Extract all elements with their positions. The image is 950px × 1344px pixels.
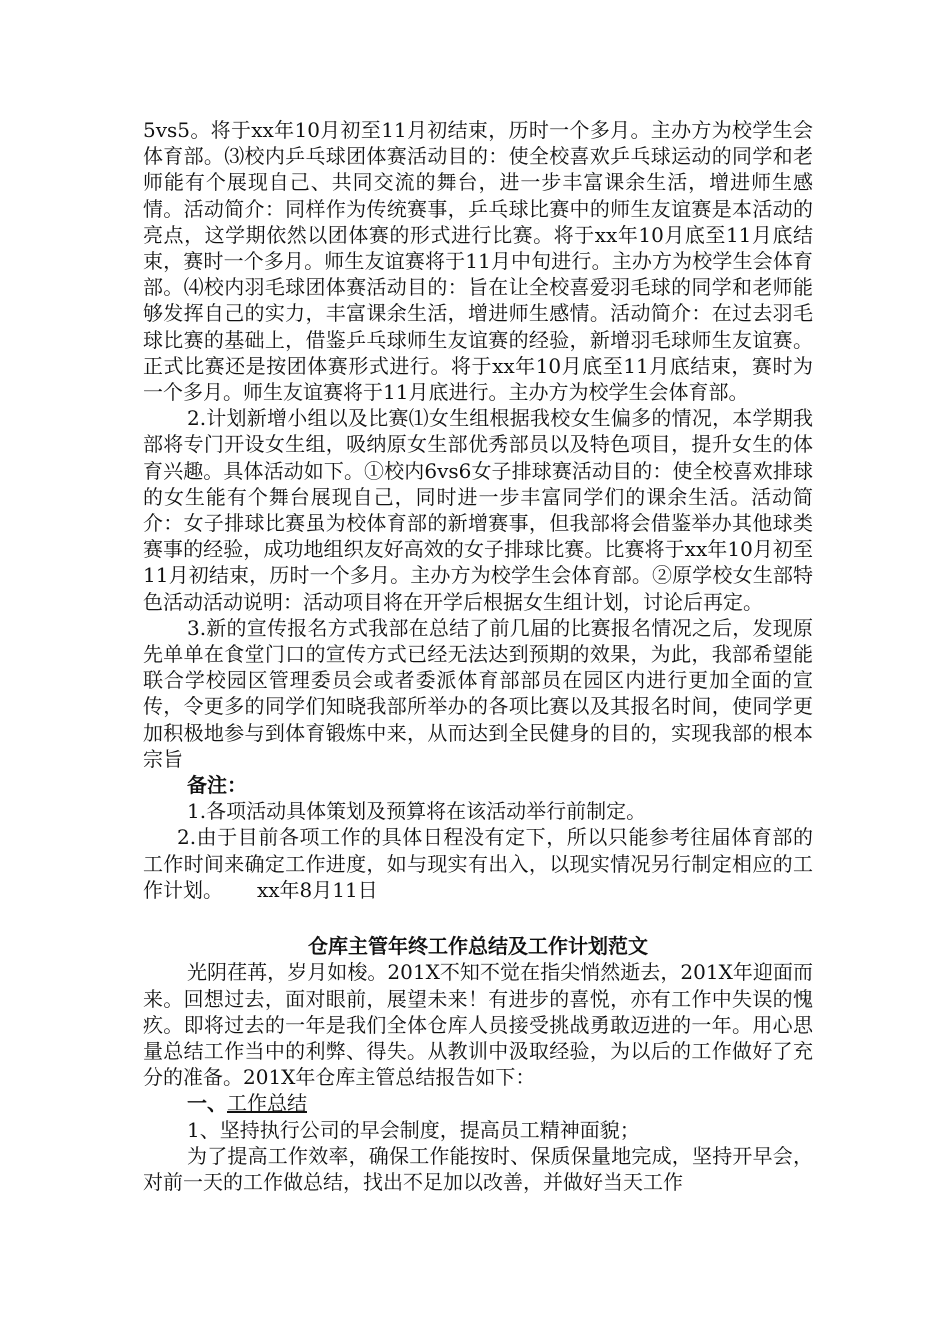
remark-item-1: 1.各项活动具体策划及预算将在该活动举行前制定。	[187, 799, 647, 824]
remark-item-2	[143, 824, 813, 903]
document-date: xx年8月11日	[257, 877, 378, 902]
article-title: 仓库主管年终工作总结及工作计划范文	[308, 934, 648, 959]
paragraph-intro: 光阴荏苒，岁月如梭。201X不知不觉在指尖悄然逝去，201X年迎面而来。回想过去，面对眼前，展望未来！有进步的喜悦，亦有工作中失误的愧疚。即将过去的一年是我们全体仓库人员接受挑战勇敢迈进的一年。用心思量总结工作当中的利弊、得失。从教训中汲取经验，为以后的工作做好了充分的准备。201X年仓库主管总结报告如下：	[143, 960, 813, 1090]
section-heading-text: 工作总结	[227, 1091, 307, 1116]
paragraph-activities-continued: 5vs5。将于xx年10月初至11月初结束，历时一个多月。主办方为校学生会体育部。⑶校内乒乓球团体赛活动目的：使全校喜欢乒乓球运动的同学和老师能有个展现自己、共同交流的舞台，进一步丰富课余生活，增进师生感情。活动简介：同样作为传统赛事，乒乓球比赛中的师生友谊赛是本活动的亮点，这学期依然以团体赛的形式进行比赛。将于xx年10月底至11月底结束，赛时一个多月。师生友谊赛将于11月中旬进行。主办方为校学生会体育部。⑷校内羽毛球团体赛活动目的：旨在让全校喜爱羽毛球的同学和老师能够发挥自己的实力，丰富课余生活，增进师生感情。活动简介：在过去羽毛球比赛的基础上，借鉴乒乓球师生友谊赛的经验，新增羽毛球师生友谊赛。正式比赛还是按团体赛形式进行。将于xx年10月底至11月底结束，赛时为一个多月。师生友谊赛将于11月底进行。主办方为校学生会体育部。	[143, 118, 813, 405]
list-item-1: 1、坚持执行公司的早会制度，提高员工精神面貌；	[187, 1117, 640, 1142]
paragraph-item-1-body: 为了提高工作效率，确保工作能按时、保质保量地完成，坚持开早会，对前一天的工作做总结，找出不足加以改善，并做好当天工作	[143, 1143, 813, 1194]
remarks-label: 备注：	[187, 773, 247, 798]
section-heading-number: 一、	[187, 1091, 227, 1116]
paragraph-new-groups: 2.计划新增小组以及比赛⑴女生组根据我校女生偏多的情况，本学期我部将专门开设女生组，吸纳原女生部优秀部员以及特色项目，提升女生的体育兴趣。具体活动如下。①校内6vs6女子排球赛活动目的：使全校喜欢排球的女生能有个舞台展现自己，同时进一步丰富同学们的课余生活。活动简介：女子排球比赛虽为校体育部的新增赛事，但我部将会借鉴举办其他球类赛事的经验，成功地组织友好高效的女子排球比赛。比赛将于xx年10月初至11月初结束，历时一个多月。主办方为校学生会体育部。②原学校女生部特色活动活动说明：活动项目将在开学后根据女生组计划，讨论后再定。	[143, 406, 813, 614]
paragraph-new-publicity: 3.新的宣传报名方式我部在总结了前几届的比赛报名情况之后，发现原先单单在食堂门口的宣传方式已经无法达到预期的效果，为此，我部希望能联合学校园区管理委员会或者委派体育部部员在园区内进行更加全面的宣传，令更多的同学们知晓我部所举办的各项比赛以及其报名时间，使同学更加积极地参与到体育锻炼中来，从而达到全民健身的目的，实现我部的根本宗旨	[143, 615, 813, 771]
remark-item-2-text: 2.由于目前各项工作的具体日程没有定下，所以只能参考往届体育部的工作时间来确定工作进度，如与现实有出入，以现实情况另行制定相应的工作计划。	[143, 825, 813, 902]
document-page	[143, 117, 813, 1195]
section-heading	[143, 1090, 813, 1116]
